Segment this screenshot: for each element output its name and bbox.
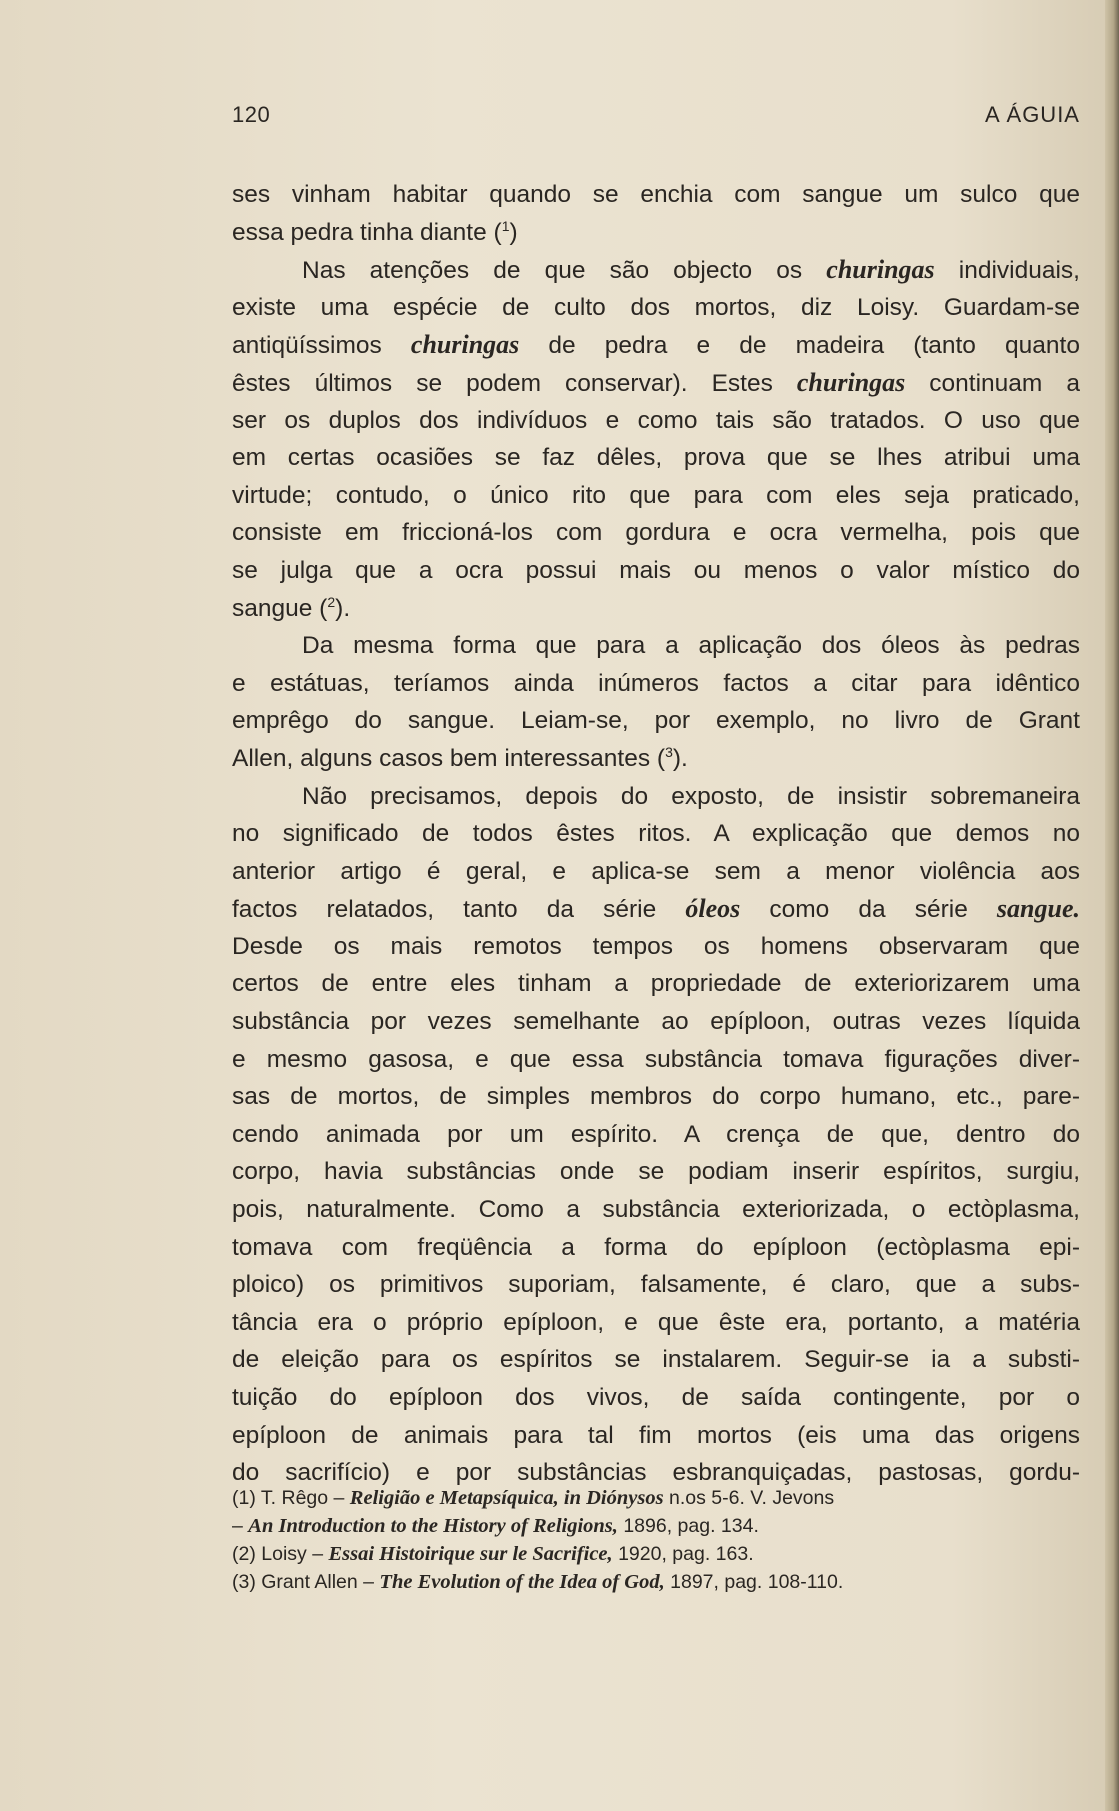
text-line: e mesmo gasosa, e que essa substância tomava figurações diver-	[232, 1045, 1080, 1073]
text-line: antiqüíssimos churingas de pedra e de madeira (tanto quanto	[232, 330, 1080, 360]
running-head: A ÁGUIA	[984, 102, 1080, 127]
text-line: emprêgo do sangue. Leiam-se, por exemplo, no livro de Grant	[232, 707, 1080, 735]
text-line: e estátuas, teríamos ainda inúmeros factos a citar para idêntico	[232, 669, 1080, 697]
text-line: tuição do epíploon dos vivos, de saída contingente, por o	[232, 1384, 1080, 1411]
text-line: sas de mortos, de simples membros do corpo humano, etc., pare-	[232, 1083, 1080, 1111]
page-edge-shadow	[1105, 0, 1119, 1811]
footnote-2: (2) Loisy – Essai Histoirique sur le Sacrifice, 1920, pag. 163.	[232, 1543, 754, 1565]
text-line: ser os duplos dos indivíduos e como tais são tratados. O uso que	[232, 406, 1080, 434]
text-line: em certas ocasiões se faz dêles, prova que se lhes atribui uma	[232, 444, 1080, 472]
footnote-3: (3) Grant Allen – The Evolution of the Idea of God, 1897, pag. 108-110.	[232, 1571, 844, 1593]
text-line: do sacrifício) e por substâncias esbranquiçadas, pastosas, gordu-	[232, 1459, 1080, 1487]
text-line: Não precisamos, depois do exposto, de insistir sobremaneira	[302, 782, 1080, 810]
text-line: sangue ($^2$).	[232, 593, 351, 622]
footnote-1-continuation: – An Introduction to the History of Religions, 1896, pag. 134.	[232, 1515, 759, 1537]
text-line: êstes últimos se podem conservar). Estes churingas continuam a	[232, 367, 1080, 397]
text-line: consiste em friccioná-los com gordura e ocra vermelha, pois que	[232, 519, 1080, 547]
page-header	[232, 102, 1080, 132]
text-line: factos relatados, tanto da série óleos como da série sangue.	[232, 894, 1080, 924]
text-line: Allen, alguns casos bem interessantes ($^3$).	[232, 743, 688, 772]
body-text	[232, 176, 1080, 1492]
text-line: de eleição para os espíritos se instalarem. Seguir-se ia a substi-	[232, 1346, 1080, 1374]
text-line: no significado de todos êstes ritos. A explicação que demos no	[232, 820, 1080, 848]
text-line: tomava com freqüência a forma do epíploon (ectòplasma epi-	[232, 1233, 1080, 1261]
text-line: tância era o próprio epíploon, e que êste era, portanto, a matéria	[232, 1308, 1080, 1336]
text-line: Da mesma forma que para a aplicação dos óleos às pedras	[302, 632, 1080, 660]
text-line: Nas atenções de que são objecto os churingas individuais,	[302, 255, 1080, 285]
page-number: 120	[232, 102, 271, 127]
text-line: virtude; contudo, o único rito que para com eles seja praticado,	[232, 481, 1080, 509]
text-line: existe uma espécie de culto dos mortos, diz Loisy. Guardam-se	[232, 293, 1080, 321]
text-line: epíploon de animais para tal fim mortos (eis uma das origens	[232, 1421, 1080, 1449]
footnote-1: (1) T. Rêgo – Religião e Metapsíquica, in Diónysos n.os 5-6. V. Jevons	[232, 1487, 835, 1509]
text-line: anterior artigo é geral, e aplica-se sem a menor violência aos	[232, 857, 1080, 885]
text-line: corpo, havia substâncias onde se podiam inserir espíritos, surgiu,	[232, 1158, 1080, 1186]
text-line: ploico) os primitivos suporiam, falsamente, é claro, que a subs-	[232, 1271, 1080, 1299]
text-line: essa pedra tinha diante ($^1$)	[232, 217, 518, 246]
footnotes	[232, 1484, 1080, 1596]
text-line: se julga que a ocra possui mais ou menos o valor místico do	[232, 556, 1080, 584]
text-line: certos de entre eles tinham a propriedade de exteriorizarem uma	[232, 970, 1080, 998]
text-line: cendo animada por um espírito. A crença de que, dentro do	[232, 1120, 1080, 1148]
text-line: pois, naturalmente. Como a substância exteriorizada, o ectòplasma,	[232, 1196, 1080, 1224]
text-line: ses vinham habitar quando se enchia com sangue um sulco que	[232, 181, 1080, 208]
text-line: substância por vezes semelhante ao epíploon, outras vezes líquida	[232, 1008, 1080, 1036]
text-line: Desde os mais remotos tempos os homens observaram que	[232, 932, 1080, 960]
